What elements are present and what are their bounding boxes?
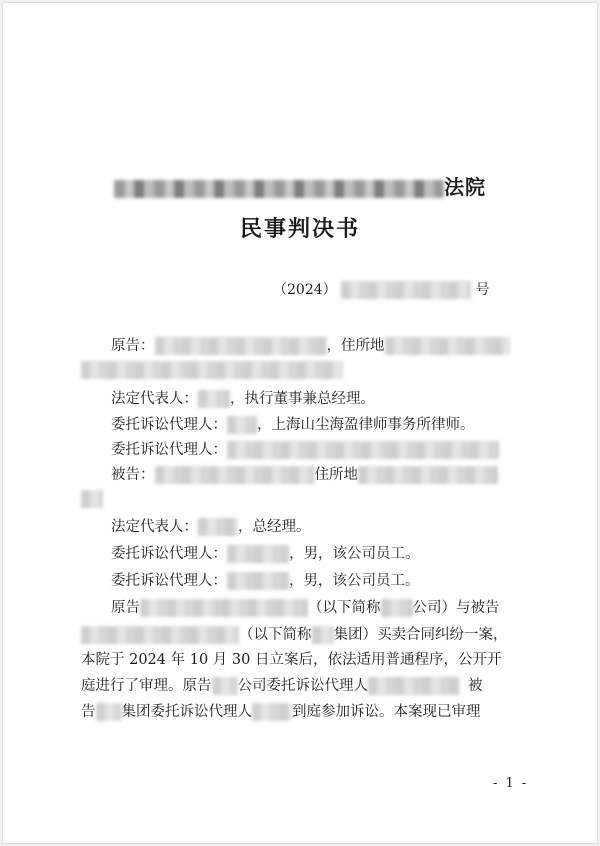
agent-2-line [111,440,526,460]
defendant-label: 被告： [111,467,155,483]
legal-rep-title: ，总经理。 [238,519,311,535]
redacted-court-name [114,180,444,198]
legal-rep-label: 法定代表人： [111,519,198,535]
document-page [3,3,597,843]
redacted-case-number [341,281,471,299]
legal-rep-2-line [111,517,526,537]
redacted-agent-name [227,545,289,563]
agent-label: 委托诉讼代理人： [111,546,227,562]
plaintiff-label: 原告： [111,338,155,354]
case-number-suffix: 号 [475,282,490,298]
redacted-address-cont [81,361,343,379]
court-name-heading [3,171,597,200]
case-number [273,279,490,299]
para-text: （以下简称 [308,600,381,616]
redacted-defendant [81,626,239,644]
redacted-short-name [212,677,238,695]
document-title: 民事判决书 [239,216,360,242]
agent-label: 委托诉讼代理人： [111,442,227,458]
para-text: 到庭参加诉讼。本案现已审理 [292,704,481,720]
para-text: 告 [81,704,96,720]
para-text: 公司委托诉讼代理人 [237,678,368,694]
redacted-legal-rep [198,390,230,408]
plaintiff-address-cont [81,360,526,380]
agent-label: 委托诉讼代理人： [111,417,227,433]
page-number: - 1 - [493,776,529,791]
legal-rep-title: ，执行董事兼总经理。 [230,391,375,407]
agent-firm: ，上海山尘海盈律师事务所律师。 [257,417,475,433]
para-text: 公司）与被告 [412,600,500,616]
para-text: 集团）买卖合同纠纷一案， [333,627,508,643]
para-line-3: 本院于 2024 年 10 月 30 日立案后，依法适用普通程序，公开开 [81,652,502,668]
redacted-address [358,466,498,484]
redacted-short-name [381,599,413,617]
legal-rep-label: 法定代表人： [111,391,198,407]
agent-4-line [111,571,526,591]
redacted-agent-name [227,416,257,434]
agent-label: 委托诉讼代理人： [111,573,227,589]
para-line-4 [81,676,526,696]
agent-3-line [111,544,526,564]
redacted-agent-name [368,677,460,695]
para-text: 被 [468,678,483,694]
defendant-line [111,465,526,485]
para-text: 原告 [111,600,140,616]
para-text: 集团委托诉讼代理人 [121,704,252,720]
para-text: （以下简称 [239,627,312,643]
plaintiff-line [111,336,526,356]
redacted-short-name [312,626,334,644]
domicile-label: ，住所地 [326,338,385,354]
redacted-short-name [96,703,122,721]
legal-rep-1-line [111,389,526,409]
court-name-suffix: 法院 [444,175,486,199]
agent-desc: ，男，该公司员工。 [289,573,420,589]
redacted-address [385,337,510,355]
para-line-5 [81,702,526,722]
para-line-2 [81,625,526,645]
case-number-prefix: （2024） [273,282,337,298]
redacted-plaintiff [155,337,327,355]
redacted-agent-name [227,572,289,590]
redacted-plaintiff [140,599,308,617]
domicile-label: 住所地 [314,467,358,483]
defendant-address-cont [81,489,526,509]
redacted-legal-rep [198,518,238,536]
redacted-defendant [155,466,315,484]
agent-1-line [111,415,526,435]
redacted-agent-name [252,703,292,721]
agent-desc: ，男，该公司员工。 [289,546,420,562]
para-text: 庭进行了审理。原告 [81,678,212,694]
redacted-agent-info [227,441,499,459]
redacted-address-cont [81,490,103,508]
para-line-1 [111,598,526,618]
